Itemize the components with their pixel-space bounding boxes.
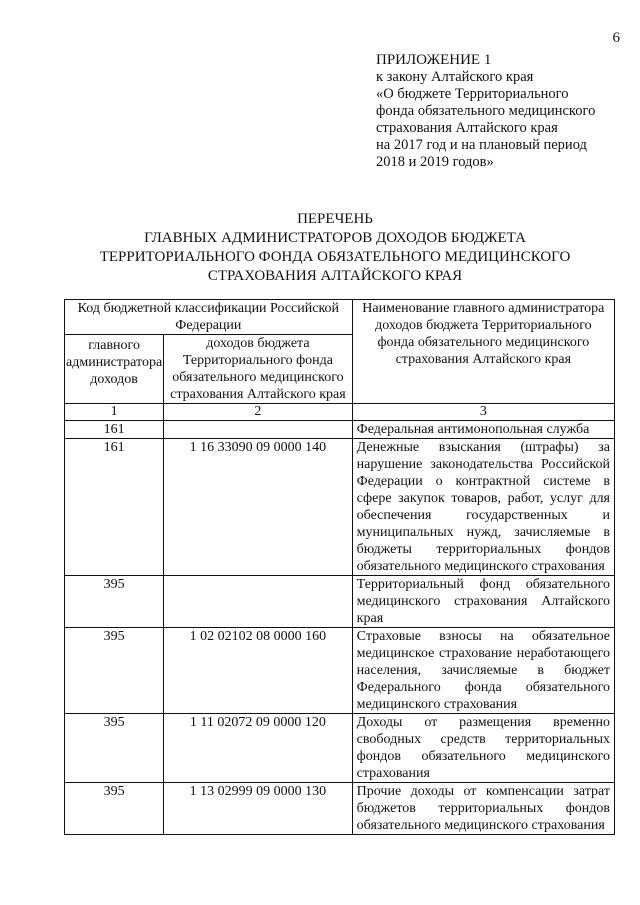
income-code-cell: 1 16 33090 09 0000 140 <box>164 439 353 576</box>
annex-line: фонда обязательного медицинского <box>376 103 596 119</box>
column-number: 2 <box>164 404 353 421</box>
table-row <box>65 783 615 835</box>
header-group-code: Код бюджетной классификации Российской Федерации <box>65 300 353 335</box>
annex-line: на 2017 год и на плановый период <box>376 137 587 153</box>
income-code-cell <box>164 576 353 628</box>
table-row <box>65 421 615 439</box>
header-admin-code: главного администратора доходов <box>65 335 164 404</box>
admin-code-cell: 395 <box>65 576 164 628</box>
administrators-table <box>64 299 615 835</box>
column-number: 1 <box>65 404 164 421</box>
annex-block <box>376 52 595 171</box>
title-line: ПЕРЕЧЕНЬ <box>297 211 373 227</box>
table-row <box>65 714 615 783</box>
table-header-row <box>65 300 615 335</box>
name-cell: Страховые взносы на обязательное медицинское страхование неработающего населения, зачисляемые в бюджет Федерального фонда обязательного медицинского страхования <box>352 628 614 714</box>
admin-code-cell: 161 <box>65 421 164 439</box>
table-row <box>65 628 615 714</box>
annex-line: страхования Алтайского края <box>376 120 558 136</box>
income-code-cell: 1 02 02102 08 0000 160 <box>164 628 353 714</box>
header-income-code: доходов бюджета Территориального фонда обязательного медицинского страхования Алтайского края <box>164 335 353 404</box>
name-cell: Доходы от размещения временно свободных средств территориальных фондов обязательного медицинского страхования <box>352 714 614 783</box>
column-number: 3 <box>352 404 614 421</box>
income-code-cell: 1 13 02999 09 0000 130 <box>164 783 353 835</box>
admin-code-cell: 395 <box>65 628 164 714</box>
admin-code-cell: 395 <box>65 783 164 835</box>
page-number: 6 <box>612 30 620 46</box>
header-admin-name: Наименование главного администратора доходов бюджета Территориального фонда обязательного медицинского страхования Алтайского края <box>352 300 614 404</box>
admin-code-cell: 161 <box>65 439 164 576</box>
income-code-cell <box>164 421 353 439</box>
table-row <box>65 439 615 576</box>
admin-code-cell: 395 <box>65 714 164 783</box>
title-line: ТЕРРИТОРИАЛЬНОГО ФОНДА ОБЯЗАТЕЛЬНОГО МЕДИЦИНСКОГО <box>99 249 571 265</box>
annex-line: 2018 и 2019 годов» <box>376 154 494 170</box>
annex-line: к закону Алтайского края <box>376 69 534 85</box>
column-numbers-row <box>65 404 615 421</box>
title-line: ГЛАВНЫХ АДМИНИСТРАТОРОВ ДОХОДОВ БЮДЖЕТА <box>144 230 526 246</box>
name-cell: Федеральная антимонопольная служба <box>352 421 614 439</box>
income-code-cell: 1 11 02072 09 0000 120 <box>164 714 353 783</box>
annex-title: ПРИЛОЖЕНИЕ 1 <box>376 52 492 68</box>
table-row <box>65 576 615 628</box>
name-cell: Денежные взыскания (штрафы) за нарушение законодательства Российской Федерации о контрактной системе в сфере закупок товаров, работ, услуг для обеспечения государственных и муниципальных нужд, зачисляемые в бюджеты территориальных фондов обязательного медицинского страхования <box>352 439 614 576</box>
document-title <box>60 210 610 286</box>
annex-line: «О бюджете Территориального <box>376 86 569 102</box>
title-line: СТРАХОВАНИЯ АЛТАЙСКОГО КРАЯ <box>207 268 463 284</box>
name-cell: Территориальный фонд обязательного медицинского страхования Алтайского края <box>352 576 614 628</box>
name-cell: Прочие доходы от компенсации затрат бюджетов территориальных фондов обязательного медицинского страхования <box>352 783 614 835</box>
